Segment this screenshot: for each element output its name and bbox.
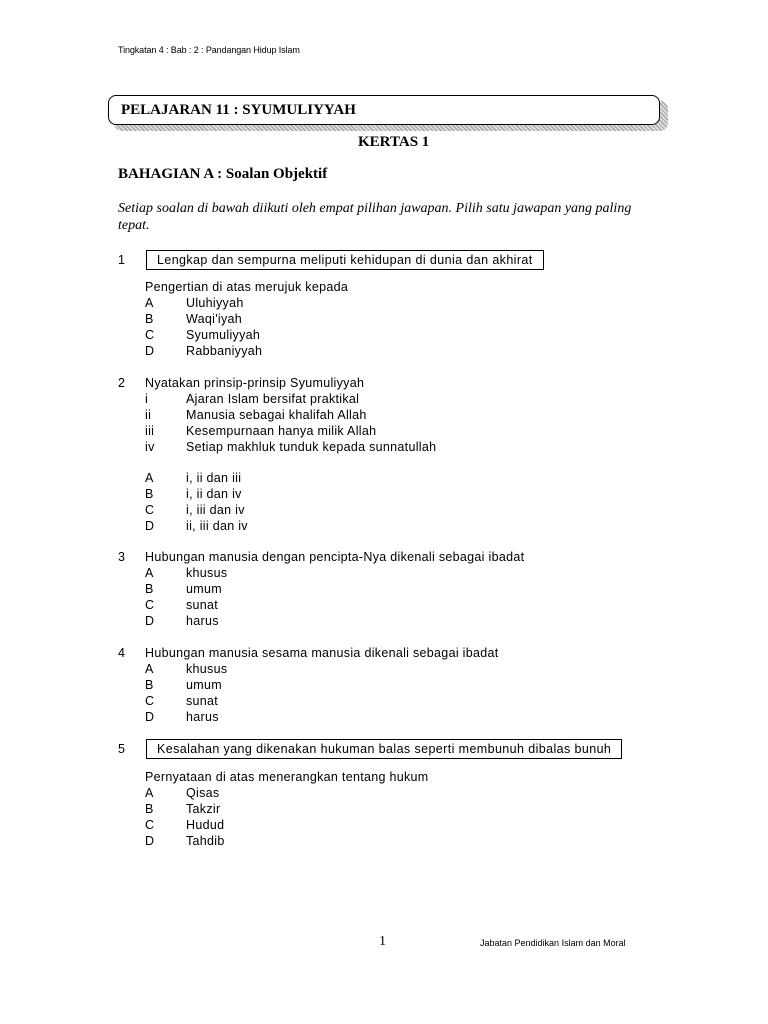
option-label: D — [145, 344, 155, 358]
statement-iii — [145, 423, 376, 439]
option-c — [145, 597, 218, 613]
option-text: Takzir — [186, 802, 221, 816]
question-stem: Nyatakan prinsip-prinsip Syumuliyyah — [145, 376, 365, 390]
lesson-title: PELAJARAN 11 : SYUMULIYYAH — [108, 95, 660, 125]
instruction-text: Setiap soalan di bawah diikuti oleh empat pilihan jawapan. Pilih satu jawapan yang paling tepat. — [118, 201, 632, 233]
option-label: B — [145, 678, 154, 692]
option-label: D — [145, 710, 155, 724]
option-text: i, iii dan iv — [186, 503, 245, 517]
option-label: C — [145, 818, 155, 832]
option-label: A — [145, 471, 154, 485]
option-label: A — [145, 296, 154, 310]
option-text: Uluhiyyah — [186, 296, 244, 310]
option-text: umum — [186, 678, 222, 692]
statement-label: i — [145, 392, 149, 406]
footer-department: Jabatan Pendidikan Islam dan Moral — [480, 938, 626, 948]
statement-label: ii — [145, 408, 152, 422]
statement-text: Ajaran Islam bersifat praktikal — [186, 392, 360, 406]
option-text: Hudud — [186, 818, 225, 832]
option-c — [145, 502, 245, 518]
option-text: khusus — [186, 662, 228, 676]
option-text: sunat — [186, 694, 219, 708]
option-label: A — [145, 566, 154, 580]
option-b — [145, 677, 222, 693]
question-boxed-statement: Kesalahan yang dikenakan hukuman balas seperti membunuh dibalas bunuh — [146, 739, 622, 759]
statement-i — [145, 391, 359, 407]
option-label: B — [145, 582, 154, 596]
option-text: Tahdib — [186, 834, 225, 848]
section-heading: BAHAGIAN A : Soalan Objektif — [118, 166, 328, 182]
option-text: Rabbaniyyah — [186, 344, 263, 358]
option-text: harus — [186, 614, 219, 628]
question-stem: Hubungan manusia dengan pencipta-Nya dikenali sebagai ibadat — [145, 550, 525, 564]
option-label: B — [145, 487, 154, 501]
statement-text: Setiap makhluk tunduk kepada sunnatullah — [186, 440, 437, 454]
option-text: i, ii dan iii — [186, 471, 242, 485]
option-label: C — [145, 328, 155, 342]
option-label: A — [145, 786, 154, 800]
option-label: A — [145, 662, 154, 676]
question-number: 2 — [118, 376, 125, 390]
option-text: harus — [186, 710, 219, 724]
option-d — [145, 709, 219, 725]
question-stem: Pengertian di atas merujuk kepada — [145, 280, 349, 294]
option-text: ii, iii dan iv — [186, 519, 248, 533]
option-c — [145, 693, 218, 709]
option-label: C — [145, 598, 155, 612]
option-b — [145, 801, 220, 817]
option-c — [145, 817, 224, 833]
statement-iv — [145, 439, 436, 455]
option-d — [145, 518, 248, 534]
statement-text: Manusia sebagai khalifah Allah — [186, 408, 367, 422]
option-d — [145, 833, 225, 849]
option-text: khusus — [186, 566, 228, 580]
option-label: B — [145, 802, 154, 816]
question-number: 5 — [118, 742, 125, 756]
option-text: sunat — [186, 598, 219, 612]
option-d — [145, 613, 219, 629]
option-c — [145, 327, 260, 343]
question-number: 1 — [118, 253, 125, 267]
option-text: Qisas — [186, 786, 220, 800]
option-text: Syumuliyyah — [186, 328, 261, 342]
option-a — [145, 295, 244, 311]
statement-label: iii — [145, 424, 155, 438]
option-b — [145, 311, 242, 327]
option-b — [145, 486, 242, 502]
statement-label: iv — [145, 440, 155, 454]
question-number: 4 — [118, 646, 125, 660]
option-a — [145, 661, 227, 677]
option-text: i, ii dan iv — [186, 487, 242, 501]
option-label: B — [145, 312, 154, 326]
option-text: umum — [186, 582, 222, 596]
statement-text: Kesempurnaan hanya milik Allah — [186, 424, 377, 438]
question-stem: Hubungan manusia sesama manusia dikenali sebagai ibadat — [145, 646, 499, 660]
page-number: 1 — [379, 934, 386, 949]
option-label: D — [145, 519, 155, 533]
option-d — [145, 343, 262, 359]
option-label: C — [145, 503, 155, 517]
option-label: C — [145, 694, 155, 708]
statement-ii — [145, 407, 367, 423]
paper-title: KERTAS 1 — [358, 134, 430, 150]
option-text: Waqi'iyah — [186, 312, 243, 326]
running-header: Tingkatan 4 : Bab : 2 : Pandangan Hidup Islam — [118, 45, 300, 55]
option-label: D — [145, 614, 155, 628]
option-a — [145, 565, 227, 581]
option-b — [145, 581, 222, 597]
option-a — [145, 470, 241, 486]
question-number: 3 — [118, 550, 125, 564]
question-stem: Pernyataan di atas menerangkan tentang hukum — [145, 770, 429, 784]
option-a — [145, 785, 219, 801]
question-boxed-statement: Lengkap dan sempurna meliputi kehidupan di dunia dan akhirat — [146, 250, 544, 270]
option-label: D — [145, 834, 155, 848]
